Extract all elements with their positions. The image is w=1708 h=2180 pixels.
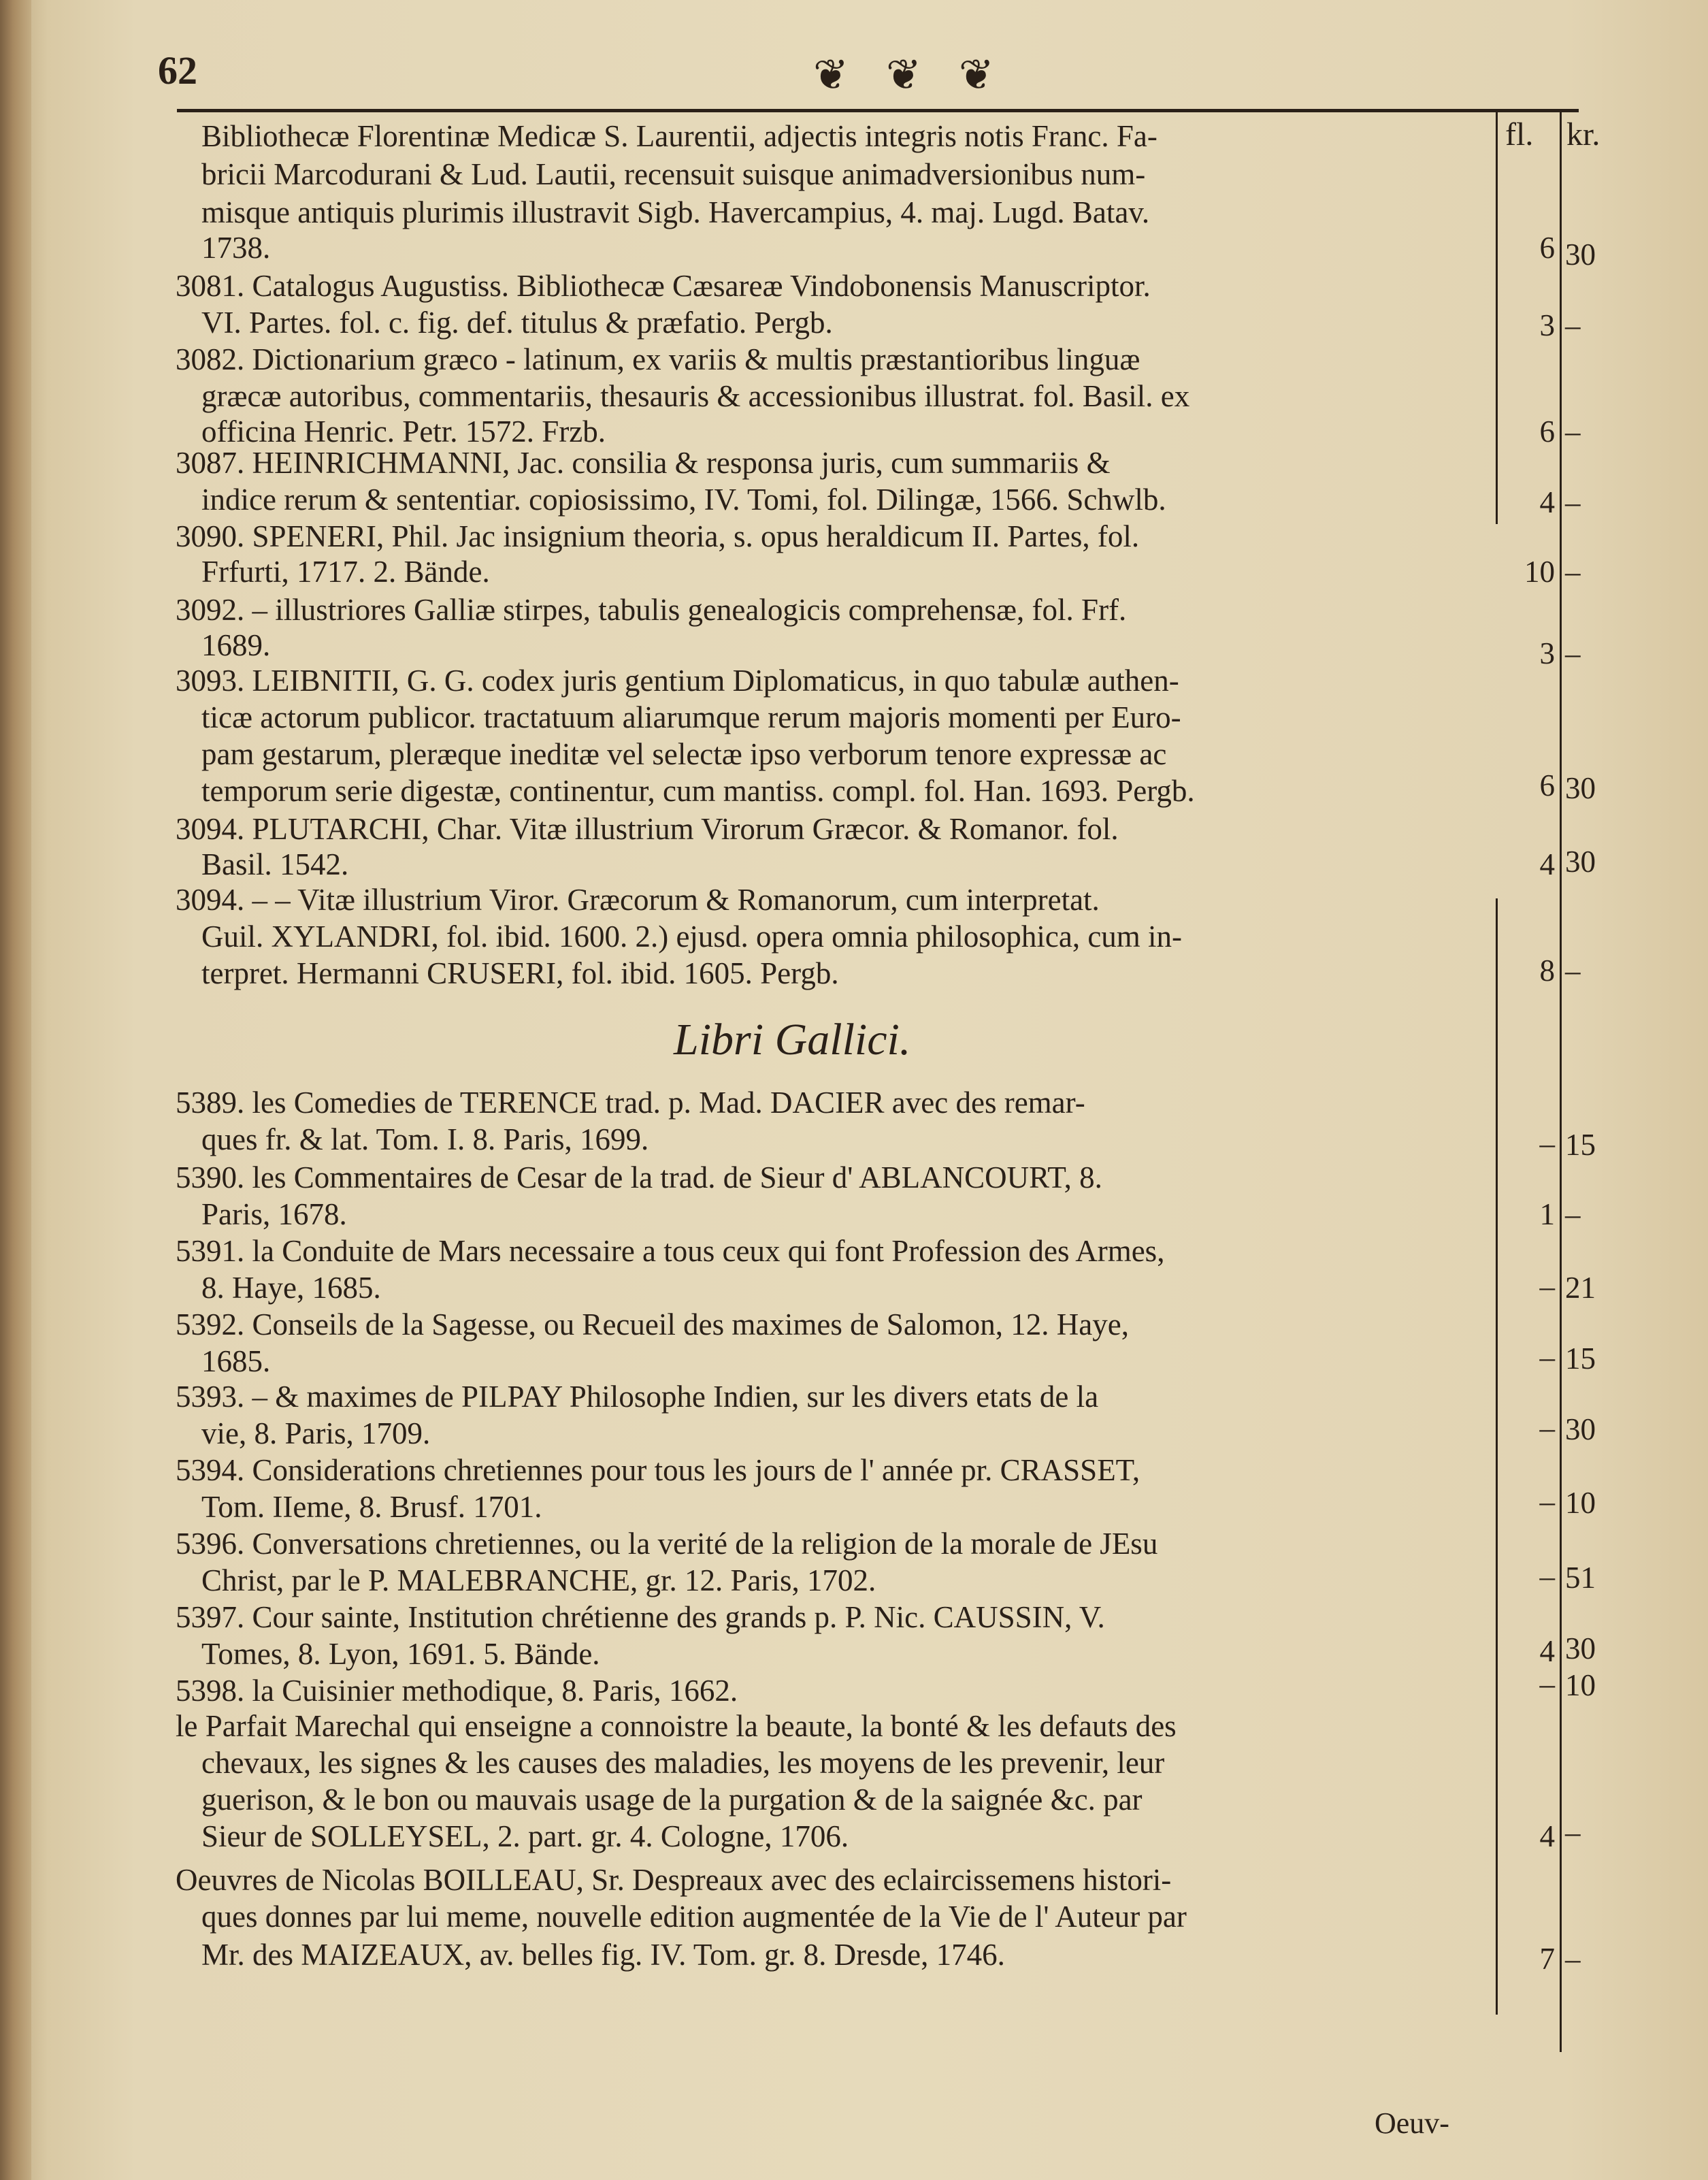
price-kr: 10 [1565,1486,1596,1520]
catalog-line: Guil. XYLANDRI, fol. ibid. 1600. 2.) ejusd. opera omnia philosophica, cum in- [201,920,1183,954]
column-header-fl: fl. [1505,116,1534,152]
fleuron-icon: ❦ [813,52,849,99]
price-kr: 10 [1565,1668,1596,1702]
price-kr: – [1565,1942,1581,1976]
price-fl: – [1539,1411,1555,1445]
catalog-line: chevaux, les signes & les causes des maladies, les moyens de les prevenir, leur [201,1746,1165,1780]
price-fl: 4 [1539,485,1555,519]
price-fl: – [1539,1126,1555,1160]
price-fl: 3 [1539,308,1555,342]
price-fl: – [1539,1484,1555,1518]
price-kr: 30 [1565,1412,1596,1446]
catalog-line: 5390. les Commentaires de Cesar de la trad. de Sieur d' ABLANCOURT, 8. [176,1160,1102,1194]
catalog-line: 8. Haye, 1685. [201,1271,381,1305]
catalog-line: ques fr. & lat. Tom. I. 8. Paris, 1699. [201,1122,649,1156]
price-kr: 15 [1565,1341,1596,1376]
column-header-kr: kr. [1566,116,1600,152]
catalog-line: 5394. Considerations chretiennes pour tous les jours de l' année pr. CRASSET, [176,1453,1140,1487]
price-kr: 30 [1565,1631,1596,1665]
price-fl: 3 [1539,636,1555,670]
catalog-line: 5396. Conversations chretiennes, ou la verité de la religion de la morale de JEsu [176,1527,1158,1561]
header-ornaments [813,54,994,97]
catalog-line: 5391. la Conduite de Mars necessaire a tous ceux qui font Profession des Armes, [176,1234,1165,1268]
catalog-line: VI. Partes. fol. c. fig. def. titulus & præfatio. Pergb. [201,306,833,340]
price-kr: – [1565,308,1581,342]
catalog-line: 5389. les Comedies de TERENCE trad. p. Mad. DACIER avec des remar- [176,1086,1085,1120]
catalog-line: misque antiquis plurimis illustravit Sigb. Havercampius, 4. maj. Lugd. Batav. [201,195,1150,229]
section-title: Libri Gallici. [674,1015,911,1064]
catalog-line: 5393. – & maximes de PILPAY Philosophe Indien, sur les divers etats de la [176,1380,1099,1414]
price-kr: – [1565,954,1581,988]
catalog-line: 3082. Dictionarium græco - latinum, ex variis & multis præstantioribus linguæ [176,342,1140,376]
price-kr: – [1565,414,1581,449]
price-fl: – [1539,1559,1555,1593]
catalog-line: 3092. – illustriores Galliæ stirpes, tabulis genealogicis comprehensæ, fol. Frf. [176,593,1127,627]
catalog-line: Tom. IIeme, 8. Brusf. 1701. [201,1490,542,1524]
catalog-line: Christ, par le P. MALEBRANCHE, gr. 12. Paris, 1702. [201,1563,876,1597]
price-kr: – [1565,1197,1581,1231]
catalog-line: Bibliothecæ Florentinæ Medicæ S. Laurentii, adjectis integris notis Franc. Fa- [201,119,1157,153]
price-kr: 21 [1565,1271,1596,1305]
price-fl: – [1539,1340,1555,1374]
catalog-line: Paris, 1678. [201,1197,347,1231]
price-fl: 8 [1539,954,1555,988]
catalog-line: temporum serie digestæ, continentur, cum mantiss. compl. fol. Han. 1693. Pergb. [201,774,1195,808]
column-rule-fl [1560,112,1562,2052]
catalog-line: officina Henric. Petr. 1572. Frzb. [201,414,606,449]
page-number: 62 [158,48,197,93]
catalog-line: Tomes, 8. Lyon, 1691. 5. Bände. [201,1637,600,1671]
catalog-line: terpret. Hermanni CRUSERI, fol. ibid. 1605. Pergb. [201,956,839,990]
catalog-line: pam gestarum, pleræque ineditæ vel selectæ ipso verborum tenore expressæ ac [201,737,1167,771]
catalog-line: Basil. 1542. [201,847,349,881]
price-kr: – [1565,485,1581,519]
catalog-line: 3094. PLUTARCHI, Char. Vitæ illustrium Virorum Græcor. & Romanor. fol. [176,812,1119,846]
catalog-line: 1685. [201,1344,271,1378]
price-fl: – [1539,1269,1555,1303]
catalog-line: Sieur de SOLLEYSEL, 2. part. gr. 4. Cologne, 1706. [201,1819,849,1853]
price-fl: 4 [1539,847,1555,881]
catalog-line: græcæ autoribus, commentariis, thesauris & accessionibus illustrat. fol. Basil. ex [201,379,1190,413]
price-kr: – [1565,1815,1581,1849]
price-fl: 4 [1539,1819,1555,1853]
catalog-line: 3087. HEINRICHMANNI, Jac. consilia & responsa juris, cum summariis & [176,446,1111,480]
fleuron-icon: ❦ [885,52,921,99]
catalog-line: 5397. Cour sainte, Institution chrétienne des grands p. P. Nic. CAUSSIN, V. [176,1600,1105,1634]
price-fl: – [1539,1667,1555,1701]
catchword: Oeuv- [1375,2106,1449,2140]
price-fl: 6 [1539,231,1555,265]
catalog-line: bricii Marcodurani & Lud. Lautii, recensuit suisque animadversionibus num- [201,157,1146,191]
catalog-line: 3093. LEIBNITII, G. G. codex juris gentium Diplomaticus, in quo tabulæ authen- [176,664,1179,698]
catalog-line: guerison, & le bon ou mauvais usage de la purgation & de la saignée &c. par [201,1783,1143,1817]
catalog-line: 3081. Catalogus Augustiss. Bibliothecæ Cæsareæ Vindobonensis Manuscriptor. [176,269,1151,303]
catalog-line: le Parfait Marechal qui enseigne a connoistre la beaute, la bonté & les defauts des [176,1709,1177,1743]
catalog-line: 1738. [201,231,271,265]
catalog-line: 3090. SPENERI, Phil. Jac insignium theoria, s. opus heraldicum II. Partes, fol. [176,519,1140,553]
price-kr: – [1565,555,1581,589]
fleuron-icon: ❦ [958,52,994,99]
price-kr: 51 [1565,1561,1596,1595]
price-fl: 7 [1539,1942,1555,1976]
catalog-line: 1689. [201,628,271,662]
price-fl: 6 [1539,414,1555,449]
price-fl: 1 [1539,1197,1555,1231]
price-fl: 10 [1524,555,1555,589]
price-kr: 30 [1565,771,1596,805]
catalog-line: 5392. Conseils de la Sagesse, ou Recueil des maximes de Salomon, 12. Haye, [176,1307,1129,1341]
catalog-line: 3094. – – Vitæ illustrium Viror. Græcorum & Romanorum, cum interpretat. [176,883,1100,917]
catalog-line: ticæ actorum publicor. tractatuum aliarumque rerum majoris momenti per Euro- [201,700,1181,734]
price-kr: 30 [1565,845,1596,879]
price-fl: 4 [1539,1634,1555,1668]
catalog-line: indice rerum & sententiar. copiosissimo, IV. Tomi, fol. Dilingæ, 1566. Schwlb. [201,483,1166,517]
header-rule [177,109,1579,112]
catalog-line: Frfurti, 1717. 2. Bände. [201,555,490,589]
price-fl: 6 [1539,768,1555,802]
catalog-line: ques donnes par lui meme, nouvelle edition augmentée de la Vie de l' Auteur par [201,1900,1187,1934]
price-kr: 30 [1565,238,1596,272]
catalog-line: Oeuvres de Nicolas BOILLEAU, Sr. Despreaux avec des eclaircissemens histori- [176,1863,1172,1897]
price-kr: – [1565,636,1581,670]
catalog-line: vie, 8. Paris, 1709. [201,1416,431,1450]
catalog-line: 5398. la Cuisinier methodique, 8. Paris, 1662. [176,1674,738,1708]
price-kr: 15 [1565,1128,1596,1162]
book-gutter [0,0,31,2180]
catalog-line: Mr. des MAIZEAUX, av. belles fig. IV. Tom. gr. 8. Dresde, 1746. [201,1938,1005,1972]
